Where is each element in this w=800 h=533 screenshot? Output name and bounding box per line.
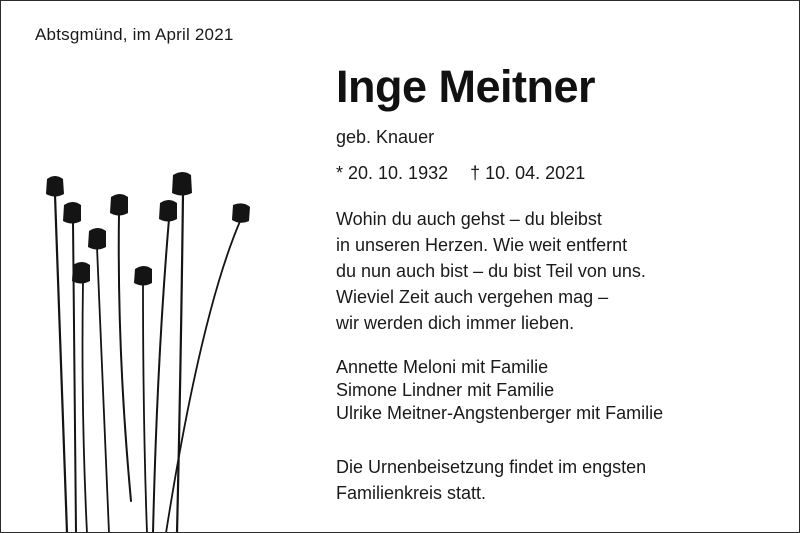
death-date: † 10. 04. 2021 — [470, 163, 586, 183]
verse-line: Wieviel Zeit auch vergehen mag – — [336, 287, 609, 307]
place-date: Abtsgmünd, im April 2021 — [35, 25, 234, 44]
notice-line: Familienkreis statt. — [336, 483, 487, 503]
mourner-entry: Annette Meloni mit Familie — [336, 357, 549, 377]
birth-date: * 20. 10. 1932 — [336, 163, 449, 183]
poppy-flowers-illustration — [31, 161, 281, 533]
memorial-verse — [336, 206, 646, 336]
deceased-name: Inge Meitner — [336, 61, 596, 112]
verse-line: in unseren Herzen. Wie weit entfernt — [336, 235, 628, 255]
mourners-list — [336, 356, 663, 425]
life-dates — [336, 163, 585, 184]
notice-line: Die Urnenbeisetzung findet im engsten — [336, 457, 647, 477]
verse-line: du nun auch bist – du bist Teil von uns. — [336, 261, 646, 281]
verse-line: Wohin du auch gehst – du bleibst — [336, 209, 602, 229]
mourner-entry: Simone Lindner mit Familie — [336, 380, 555, 400]
verse-line: wir werden dich immer lieben. — [336, 313, 575, 333]
mourner-entry: Ulrike Meitner-Angstenberger mit Familie — [336, 403, 664, 423]
burial-notice — [336, 454, 646, 506]
birth-name: geb. Knauer — [336, 127, 435, 147]
